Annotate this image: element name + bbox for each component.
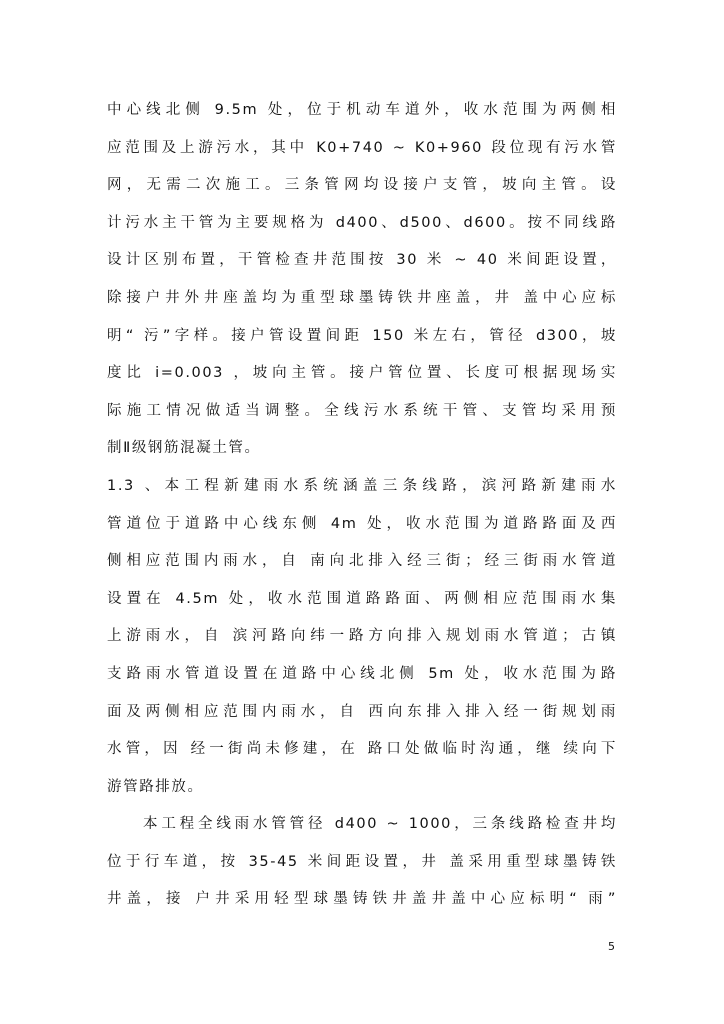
text-line: 设置在 4.5m 处，收水范围道路路面、两侧相应范围雨水集 (107, 590, 617, 607)
text-line: 本工程全线雨水管管径 d400 ~ 1000，三条线路检查井均 (143, 816, 617, 833)
text-line: 度比 i=0.003 ，坡向主管。接户管位置、长度可根据现场实 (107, 365, 617, 382)
text-line: 上游雨水，自 滨河路向纬一路方向排入规划雨水管道；古镇 (107, 628, 617, 645)
text-line: 管道位于道路中心线东侧 4m 处，收水范围为道路路面及西 (107, 515, 617, 532)
text-line: 中心线北侧 9.5m 处，位于机动车道外，收水范围为两侧相 (107, 102, 617, 118)
body-text (107, 92, 617, 919)
text-line: 水管，因 经一街尚未修建，在 路口处做临时沟通，继 续向下 (107, 741, 617, 758)
text-line: 计污水主干管为主要规格为 d400、d500、d600。按不同线路 (107, 214, 617, 231)
text-line: 明“ 污”字样。接户管设置间距 150 米左右，管径 d300，坡 (107, 327, 617, 344)
text-line: 侧相应范围内雨水，自 南向北排入经三街；经三街雨水管道 (107, 553, 617, 570)
text-line: 井盖，接 户井采用轻型球墨铸铁井盖井盖中心应标明“ 雨” (107, 891, 617, 908)
text-line: 支路雨水管道设置在道路中心线北侧 5m 处，收水范围为路 (107, 665, 617, 682)
text-line: 位于行车道，按 35-45 米间距设置，井 盖采用重型球墨铸铁 (107, 853, 617, 870)
text-line: 际施工情况做适当调整。全线污水系统干管、支管均采用预 (107, 402, 617, 419)
text-line: 设计区别布置，干管检查井范围按 30 米 ~ 40 米间距设置， (107, 252, 617, 269)
text-line: 网，无需二次施工。三条管网均设接户支管，坡向主管。设 (107, 177, 617, 194)
text-line: 制Ⅱ级钢筋混凝土管。 (107, 440, 261, 457)
text-line: 1.3 、本工程新建雨水系统涵盖三条线路，滨河路新建雨水 (107, 477, 617, 494)
text-line: 应范围及上游污水，其中 K0+740 ~ K0+960 段位现有污水管 (107, 139, 617, 156)
text-line: 游管路排放。 (107, 778, 204, 795)
text-line: 除接户井外井座盖均为重型球墨铸铁井座盖，井 盖中心应标 (107, 289, 617, 306)
text-line: 面及两侧相应范围内雨水，自 西向东排入排入经一街规划雨 (107, 703, 617, 720)
page-number: 5 (608, 940, 615, 953)
